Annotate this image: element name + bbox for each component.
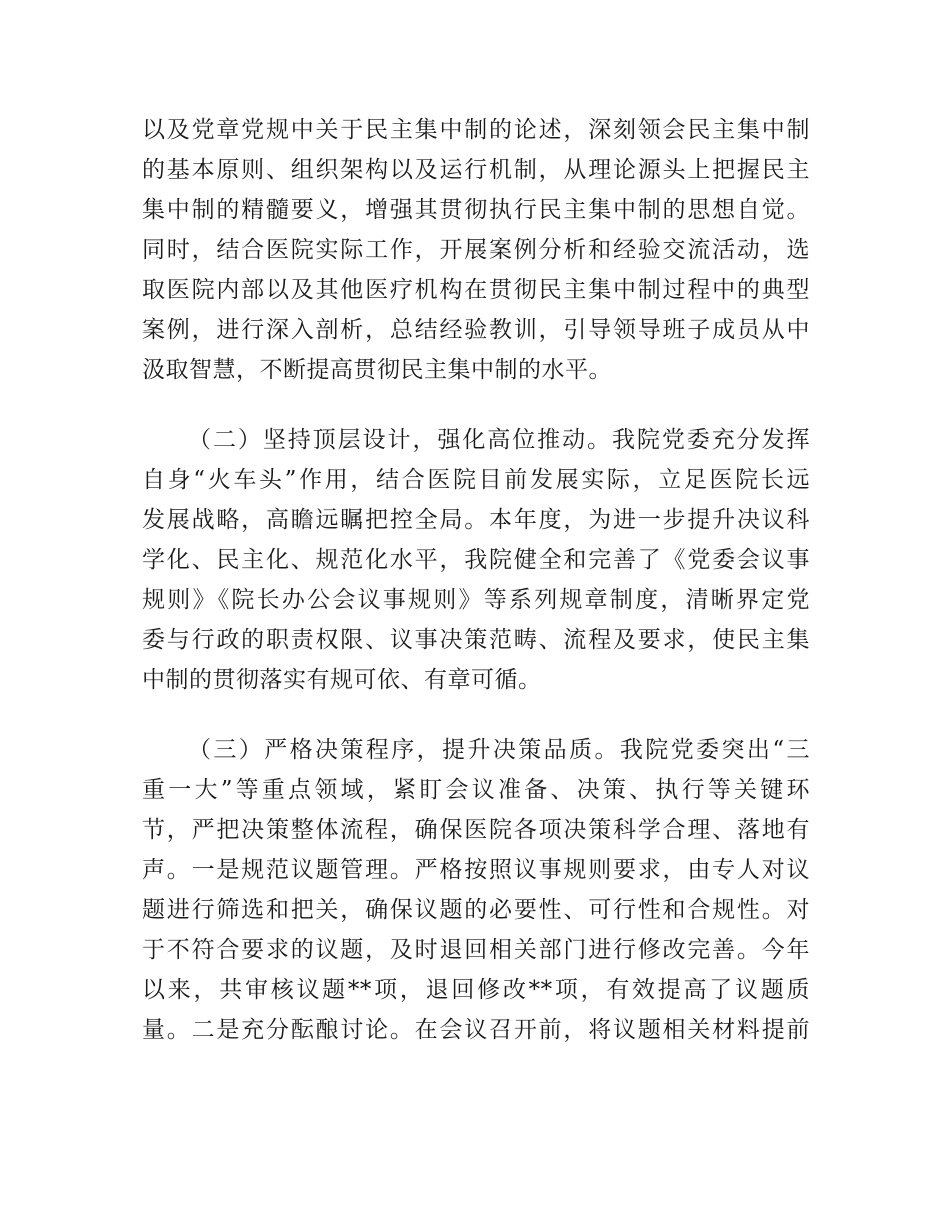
text-line: 学化、民主化、规范化水平，我院健全和完善了《党委会议事 xyxy=(142,547,810,573)
paragraph-spacer xyxy=(142,390,810,420)
text-line: （三）严格决策程序，提升决策品质。我院党委突出“三 xyxy=(188,737,810,763)
text-line: 声。一是规范议题管理。严格按照议事规则要求，由专人对议 xyxy=(142,857,810,883)
text-line: 集中制的精髓要义，增强其贯彻执行民主集中制的思想自觉。 xyxy=(142,197,810,223)
document-body xyxy=(142,110,810,1050)
text-line: 量。二是充分酝酿讨论。在会议召开前，将议题相关材料提前 xyxy=(142,1017,810,1043)
paragraph-2 xyxy=(142,420,810,700)
text-line: 同时，结合医院实际工作，开展案例分析和经验交流活动，选 xyxy=(142,237,810,263)
text-line: 于不符合要求的议题，及时退回相关部门进行修改完善。今年 xyxy=(142,937,810,963)
paragraph-spacer xyxy=(142,700,810,730)
text-line: 汲取智慧，不断提高贯彻民主集中制的水平。 xyxy=(142,357,612,383)
text-line: 自身“火车头”作用，结合医院目前发展实际，立足医院长远 xyxy=(142,467,810,493)
text-line: 题进行筛选和把关，确保议题的必要性、可行性和合规性。对 xyxy=(142,897,810,923)
text-line: 节，严把决策整体流程，确保医院各项决策科学合理、落地有 xyxy=(142,817,810,843)
text-line: 以来，共审核议题**项，退回修改**项，有效提高了议题质 xyxy=(142,977,810,1003)
text-line: （二）坚持顶层设计，强化高位推动。我院党委充分发挥 xyxy=(188,427,810,453)
paragraph-1 xyxy=(142,110,810,390)
paragraph-3 xyxy=(142,730,810,1050)
text-line: 重一大”等重点领域，紧盯会议准备、决策、执行等关键环 xyxy=(142,777,810,803)
text-line: 发展战略，高瞻远瞩把控全局。本年度，为进一步提升决议科 xyxy=(142,507,810,533)
text-line: 委与行政的职责权限、议事决策范畴、流程及要求，使民主集 xyxy=(142,627,810,653)
text-line: 案例，进行深入剖析，总结经验教训，引导领导班子成员从中 xyxy=(142,317,810,343)
text-line: 的基本原则、组织架构以及运行机制，从理论源头上把握民主 xyxy=(142,157,810,183)
text-line: 中制的贯彻落实有规可依、有章可循。 xyxy=(142,667,542,693)
text-line: 以及党章党规中关于民主集中制的论述，深刻领会民主集中制 xyxy=(142,117,810,143)
text-line: 取医院内部以及其他医疗机构在贯彻民主集中制过程中的典型 xyxy=(142,277,810,303)
text-line: 规则》《院长办公会议事规则》等系列规章制度，清晰界定党 xyxy=(142,587,810,613)
